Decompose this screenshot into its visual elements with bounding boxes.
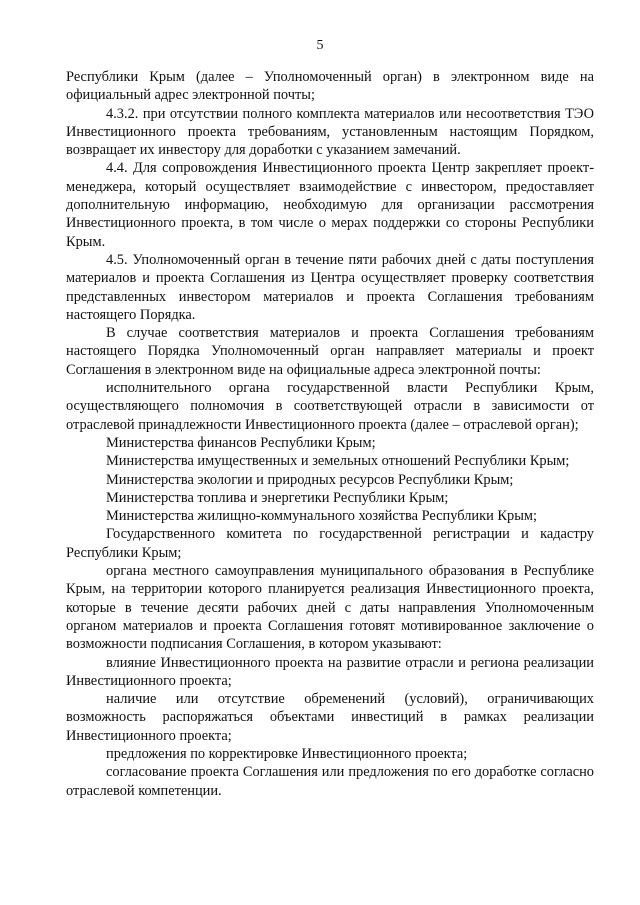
list-item-state-committee: Государственного комитета по государственной регистрации и кадастру Республики Крым;	[66, 526, 594, 561]
paragraph-compliance: В случае соответствия материалов и проекта Соглашения требованиям настоящего Порядка Уполномоченный орган направляет материалы и проект Соглашения в электронном виде на официальные адреса электронной почты:	[66, 325, 594, 378]
list-item-ministry-ecology: Министерства экологии и природных ресурсов Республики Крым;	[106, 471, 514, 488]
list-item-proposals: предложения по корректировке Инвестиционного проекта;	[106, 745, 468, 762]
list-item-local-government: органа местного самоуправления муниципального образования в Республике Крым, на территории которого планируется реализация Инвестиционного проекта, которые в течение десяти рабочих дней с даты направления Уполномоченным органом материалов и проекта Соглашения готовят мотивированное заключение о возможности подписания Соглашения, в котором указывают:	[66, 563, 594, 653]
list-item-encumbrances: наличие или отсутствие обременений (условий), ограничивающих возможность распоряжаться объектами инвестиций в рамках реализации Инвестиционного проекта;	[66, 691, 594, 744]
list-item-ministry-housing: Министерства жилищно-коммунального хозяйства Республики Крым;	[106, 508, 537, 525]
paragraph-4-4: 4.4. Для сопровождения Инвестиционного проекта Центр закрепляет проект-менеджера, который осуществляет взаимодействие с инвестором, предоставляет дополнительную информацию, необходимую для организации рассмотрения Инвестиционного проекта, в том числе о мерах поддержки со стороны Республики Крым.	[66, 160, 594, 250]
page-number: 5	[316, 38, 324, 53]
paragraph-4-5: 4.5. Уполномоченный орган в течение пяти рабочих дней с даты поступления материалов и проекта Соглашения из Центра осуществляет проверку соответствия представленных инвестором материалов и проекта Соглашения требованиям настоящего Порядка.	[66, 251, 594, 323]
list-item-influence: влияние Инвестиционного проекта на развитие отрасли и региона реализации Инвестиционного проекта;	[66, 654, 594, 689]
list-item-approval: согласование проекта Соглашения или предложения по его доработке согласно отраслевой компетенции.	[66, 764, 594, 799]
list-item-ministry-property: Министерства имущественных и земельных отношений Республики Крым;	[106, 453, 570, 470]
paragraph-4-3-2: 4.3.2. при отсутствии полного комплекта материалов или несоответствия ТЭО Инвестиционного проекта требованиям, установленным настоящим Порядком, возвращает их инвестору для доработки с указанием замечаний.	[66, 105, 594, 159]
list-item-ministry-finance: Министерства финансов Республики Крым;	[106, 434, 376, 451]
list-item-ministry-fuel: Министерства топлива и энергетики Республики Крым;	[106, 489, 449, 506]
paragraph-continuation: Республики Крым (далее – Уполномоченный орган) в электронном виде на официальный адрес электронной почты;	[66, 69, 594, 104]
list-item-executive-body: исполнительного органа государственной власти Республики Крым, осуществляющего полномочия в соответствующей отрасли в зависимости от отраслевой принадлежности Инвестиционного проекта (далее – отраслевой орган);	[66, 380, 594, 433]
document-body	[66, 68, 594, 800]
